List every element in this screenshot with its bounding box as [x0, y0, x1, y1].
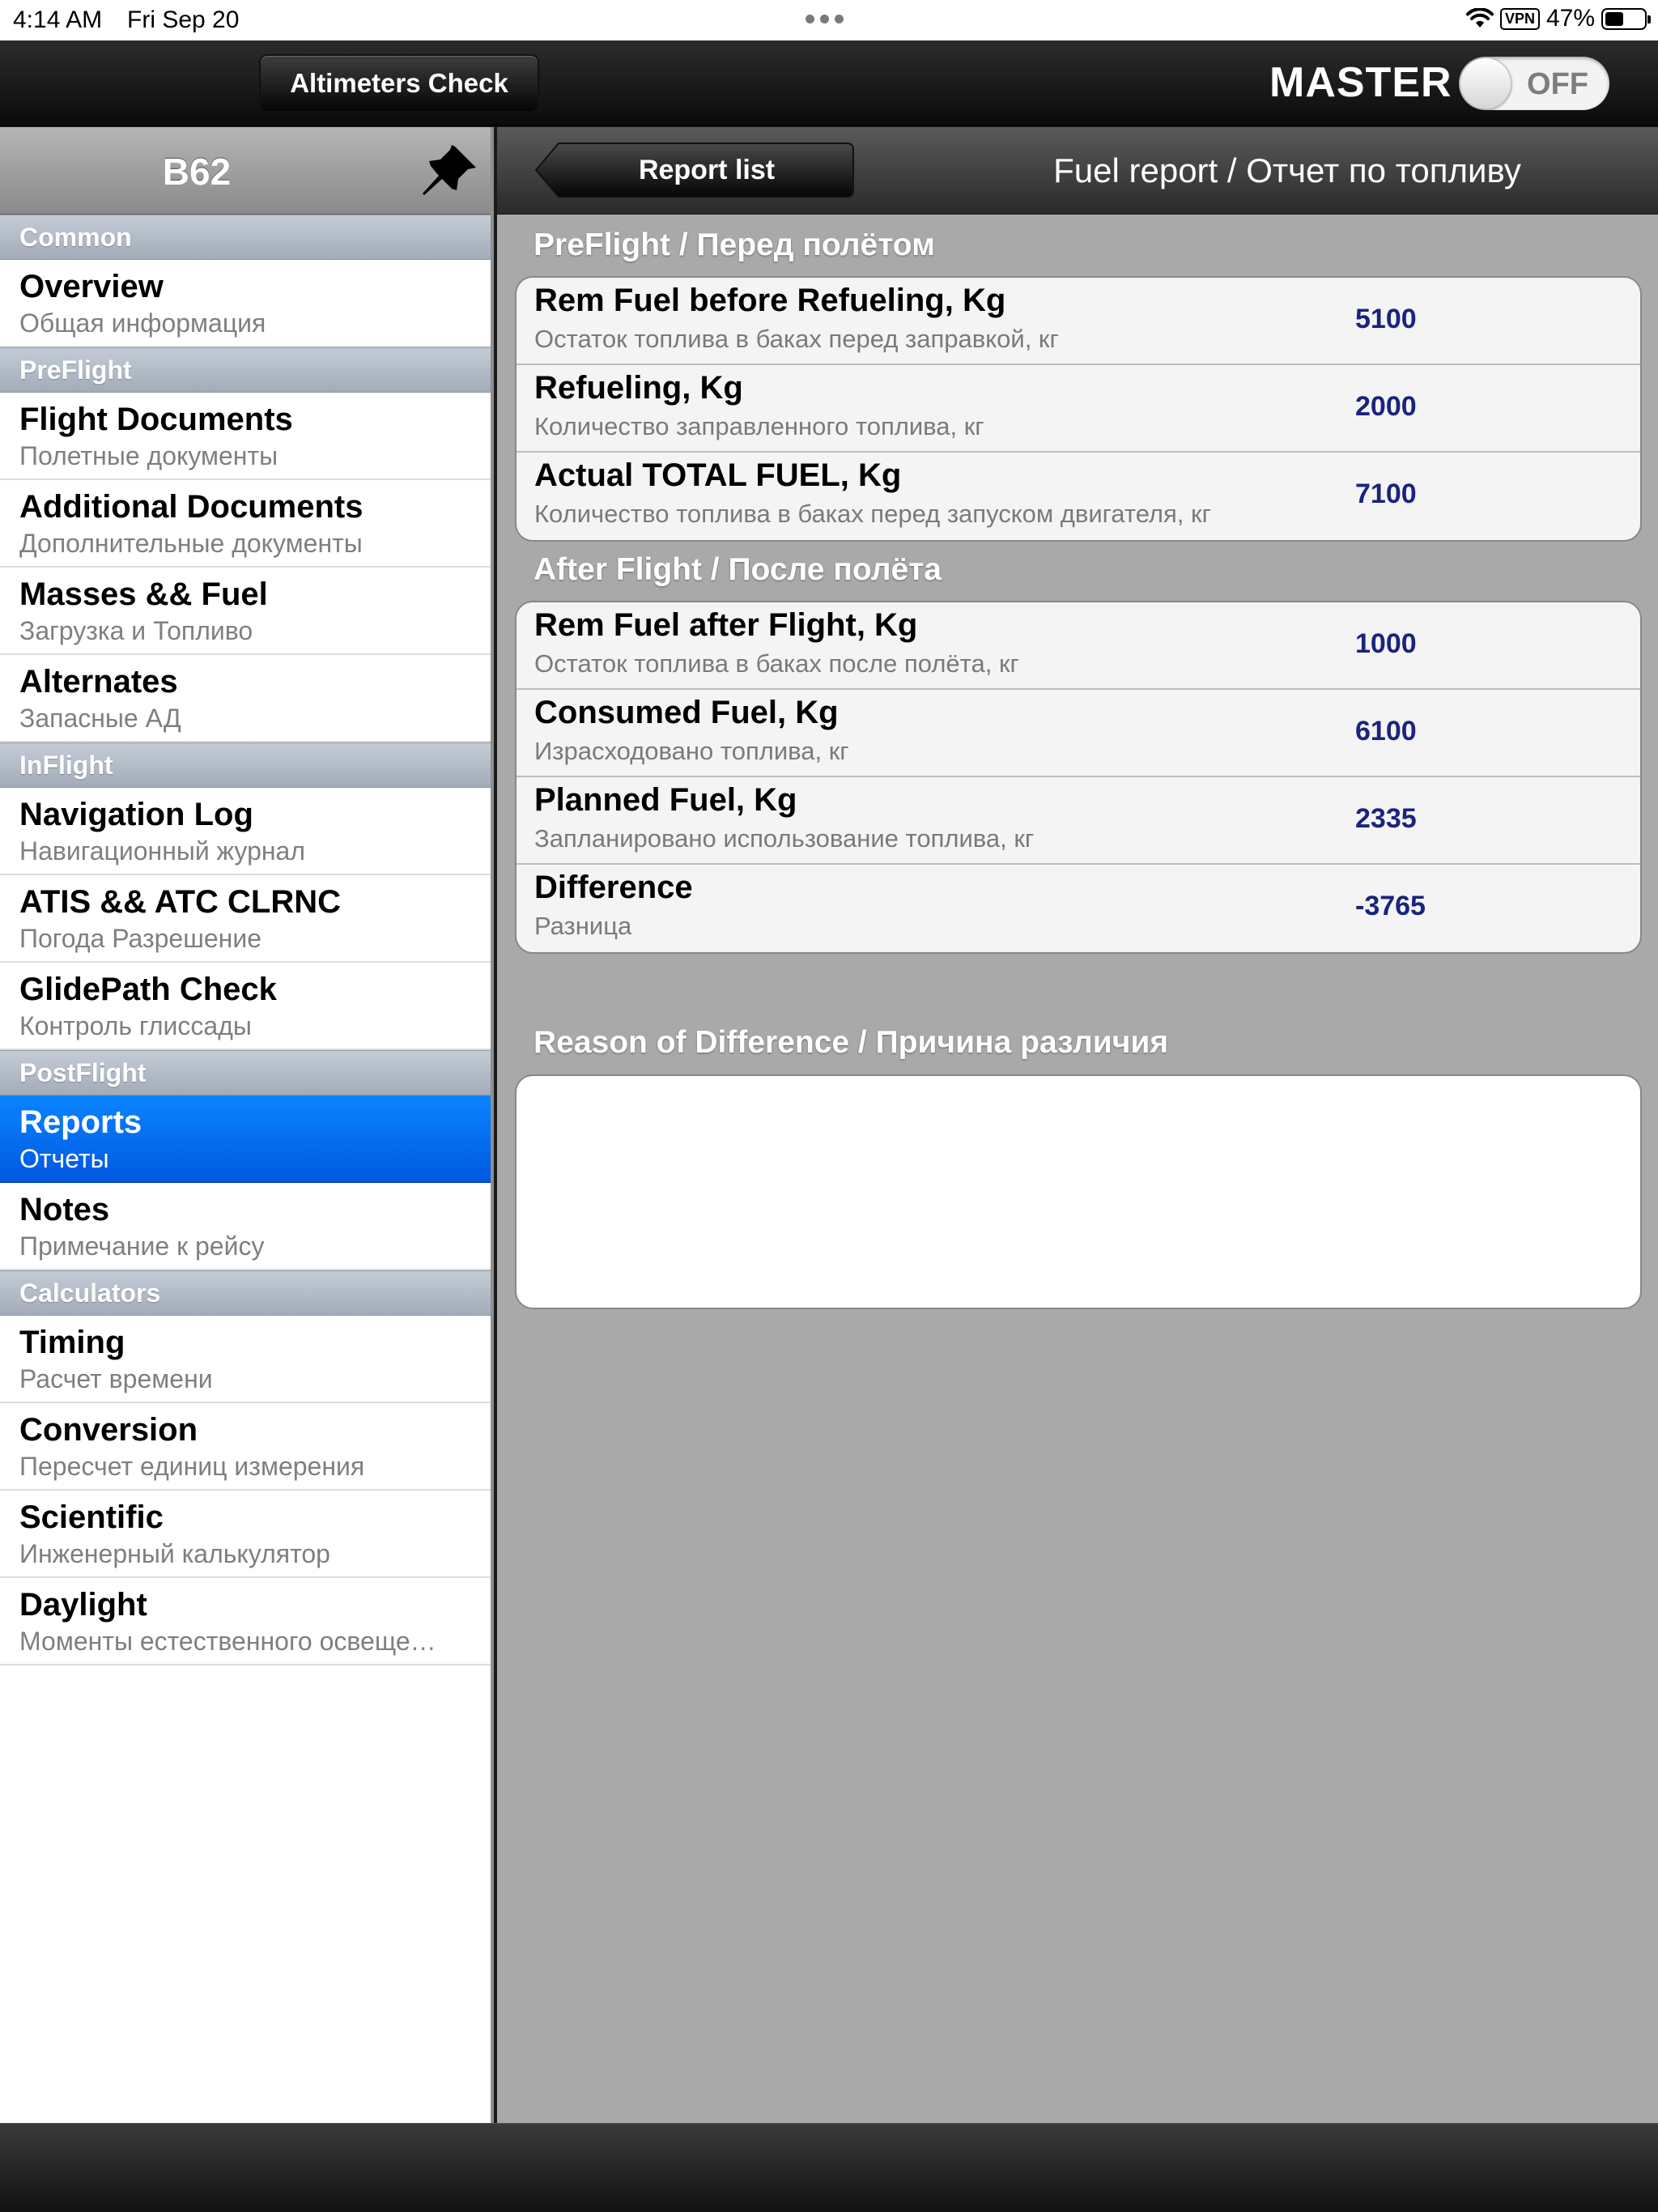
sidebar-item-label: Flight Documents	[19, 402, 293, 437]
row-label: Planned Fuel, Kg	[534, 782, 797, 818]
sidebar-item-label: Timing	[19, 1325, 125, 1360]
refueling-row[interactable]	[517, 365, 1640, 453]
section-header-postflight: PostFlight	[0, 1050, 491, 1095]
difference-value[interactable]: -3765	[1355, 891, 1426, 921]
section-header-calculators: Calculators	[0, 1270, 491, 1316]
preflight-group-title: PreFlight / Перед полётом	[534, 228, 935, 262]
sidebar-item-additional-documents[interactable]	[0, 480, 491, 568]
wifi-icon	[1466, 8, 1494, 29]
top-toolbar	[0, 40, 1658, 126]
toggle-knob[interactable]	[1460, 57, 1511, 109]
rem-fuel-before-row[interactable]	[517, 278, 1640, 365]
reason-of-difference-field[interactable]	[515, 1074, 1642, 1309]
sidebar-item-label: Scientific	[19, 1499, 164, 1535]
altimeters-check-button[interactable]: Altimeters Check	[259, 54, 539, 113]
sidebar-item-label: Masses && Fuel	[19, 576, 268, 612]
row-sublabel: Израсходовано топлива, кг	[534, 737, 849, 765]
sidebar-item-glidepath-check[interactable]	[0, 963, 491, 1050]
sidebar-item-sublabel: Общая информация	[19, 308, 266, 338]
sidebar-item-flight-documents[interactable]	[0, 393, 491, 480]
sidebar-item-sublabel: Загрузка и Топливо	[19, 616, 253, 645]
multitasking-dots-icon[interactable]	[806, 15, 844, 23]
sidebar-item-sublabel: Расчет времени	[19, 1364, 213, 1393]
battery-percent: 47%	[1545, 5, 1595, 32]
planned-fuel-value[interactable]: 2335	[1355, 803, 1417, 834]
sidebar-item-atis-atc[interactable]	[0, 875, 491, 963]
sidebar-item-conversion[interactable]	[0, 1403, 491, 1491]
sidebar-item-label: Additional Documents	[19, 489, 363, 525]
sidebar-item-sublabel: Полетные документы	[19, 441, 278, 470]
rem-fuel-after-value[interactable]: 1000	[1355, 628, 1417, 659]
sidebar-item-sublabel: Дополнительные документы	[19, 529, 363, 558]
actual-total-fuel-row[interactable]	[517, 453, 1640, 540]
sidebar-item-label: Daylight	[19, 1587, 147, 1623]
sidebar-item-sublabel: Запасные АД	[19, 704, 181, 733]
battery-icon	[1601, 8, 1647, 30]
sidebar-item-timing[interactable]	[0, 1316, 491, 1403]
sidebar-item-label: ATIS && ATC CLRNC	[19, 884, 341, 920]
sidebar-item-sublabel: Навигационный журнал	[19, 836, 305, 866]
afterflight-group	[515, 601, 1642, 954]
sidebar-item-label: Reports	[19, 1104, 142, 1140]
sidebar-item-scientific[interactable]	[0, 1491, 491, 1578]
sidebar-header	[0, 127, 491, 215]
actual-total-fuel-value[interactable]: 7100	[1355, 479, 1417, 509]
sidebar-item-masses-fuel[interactable]	[0, 568, 491, 655]
status-date: Fri Sep 20	[127, 6, 240, 33]
vpn-badge: VPN	[1500, 8, 1540, 30]
row-label: Refueling, Kg	[534, 370, 743, 406]
sidebar-item-sublabel: Примечание к рейсу	[19, 1231, 265, 1261]
pushpin-icon[interactable]	[419, 143, 479, 198]
sidebar-item-sublabel: Пересчет единиц измерения	[19, 1452, 365, 1481]
preflight-group	[515, 276, 1642, 542]
rem-fuel-after-row[interactable]	[517, 602, 1640, 690]
row-sublabel: Остаток топлива в баках после полёта, кг	[534, 649, 1019, 678]
sidebar-item-label: Navigation Log	[19, 797, 253, 832]
page-title: Fuel report / Отчет по топливу	[1053, 151, 1521, 189]
difference-row[interactable]	[517, 865, 1640, 952]
row-sublabel: Количество заправленного топлива, кг	[534, 412, 984, 440]
consumed-fuel-value[interactable]: 6100	[1355, 716, 1417, 747]
fuel-report-content	[497, 215, 1658, 2123]
refueling-value[interactable]: 2000	[1355, 391, 1417, 422]
section-header-common: Common	[0, 215, 491, 260]
sidebar-item-overview[interactable]	[0, 260, 491, 347]
row-sublabel: Остаток топлива в баках перед заправкой, кг	[534, 325, 1059, 353]
sidebar-item-navigation-log[interactable]	[0, 788, 491, 875]
row-sublabel: Количество топлива в баках перед запуском двигателя, кг	[534, 500, 1211, 528]
master-toggle-state: OFF	[1527, 67, 1588, 101]
row-sublabel: Запланировано использование топлива, кг	[534, 824, 1035, 853]
row-label: Actual TOTAL FUEL, Kg	[534, 457, 902, 493]
sidebar-item-label: Alternates	[19, 664, 178, 700]
status-time: 4:14 AM	[13, 6, 103, 33]
row-label: Difference	[534, 870, 693, 905]
detail-header	[497, 127, 1658, 215]
sidebar-item-sublabel: Отчеты	[19, 1144, 109, 1173]
sidebar-item-notes[interactable]	[0, 1183, 491, 1270]
back-button-label: Report list	[638, 154, 776, 185]
section-header-inflight: InFlight	[0, 742, 491, 788]
row-label: Consumed Fuel, Kg	[534, 695, 839, 730]
row-label: Rem Fuel before Refueling, Kg	[534, 283, 1006, 318]
sidebar-item-label: Notes	[19, 1192, 110, 1227]
row-label: Rem Fuel after Flight, Kg	[534, 607, 918, 643]
reason-group-title: Reason of Difference / Причина различия	[534, 1025, 1169, 1060]
sidebar-title: B62	[162, 151, 232, 193]
sidebar-item-label: GlidePath Check	[19, 972, 277, 1007]
rem-fuel-before-value[interactable]: 5100	[1355, 304, 1417, 334]
master-label: MASTER	[1269, 59, 1452, 106]
sidebar-item-reports[interactable]	[0, 1095, 491, 1183]
consumed-fuel-row[interactable]	[517, 690, 1640, 777]
sidebar-item-sublabel: Контроль глиссады	[19, 1011, 252, 1040]
sidebar-item-alternates[interactable]	[0, 655, 491, 742]
sidebar-item-sublabel: Погода Разрешение	[19, 924, 262, 953]
master-toggle[interactable]	[1459, 57, 1609, 110]
sidebar-item-label: Overview	[19, 269, 164, 304]
bottom-toolbar	[0, 2123, 1658, 2212]
afterflight-group-title: After Flight / После полёта	[534, 552, 942, 587]
row-sublabel: Разница	[534, 912, 632, 940]
section-header-preflight: PreFlight	[0, 347, 491, 393]
sidebar	[0, 127, 494, 2123]
report-list-back-button[interactable]	[534, 142, 855, 198]
planned-fuel-row[interactable]	[517, 777, 1640, 865]
sidebar-item-daylight[interactable]	[0, 1578, 491, 1665]
sidebar-item-label: Conversion	[19, 1412, 198, 1448]
status-bar	[0, 0, 1658, 40]
sidebar-item-sublabel: Инженерный калькулятор	[19, 1539, 330, 1568]
sidebar-item-sublabel: Моменты естественного освеще…	[19, 1627, 436, 1656]
